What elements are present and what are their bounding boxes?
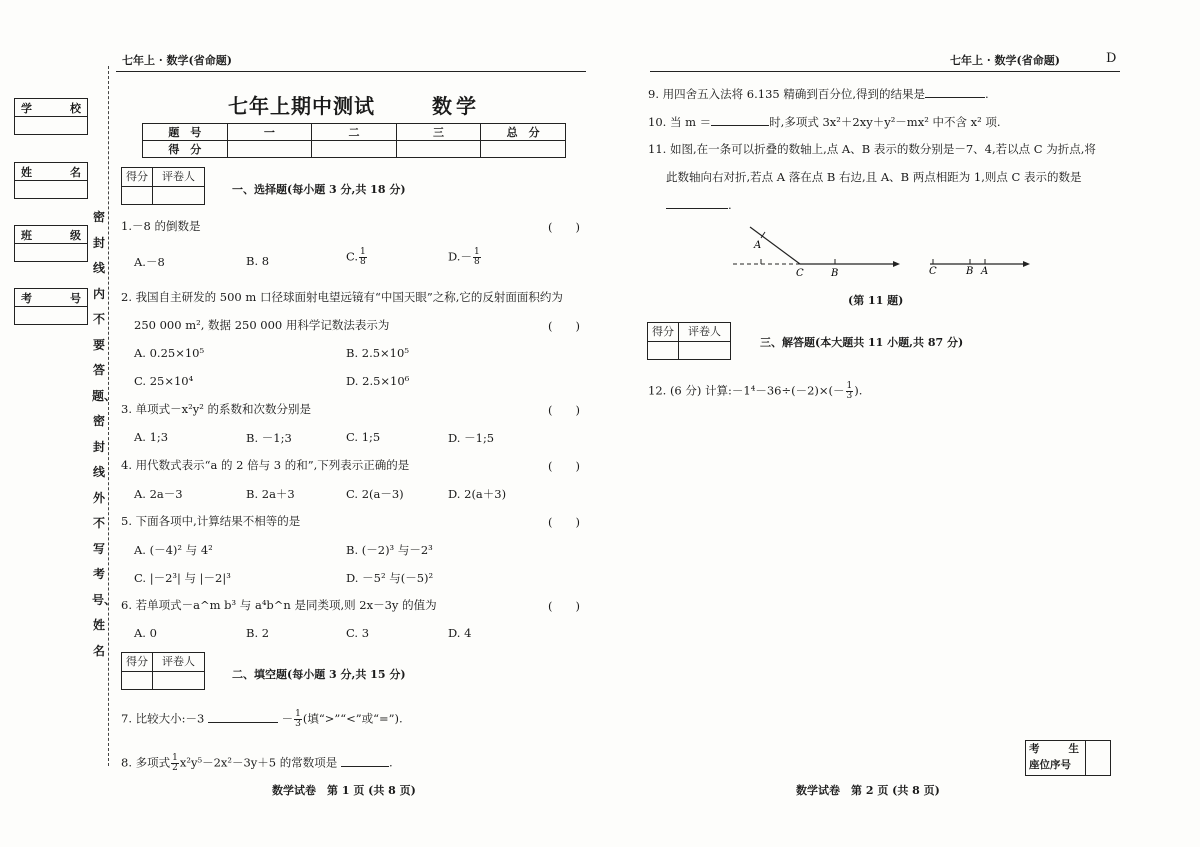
q2-option-d[interactable]: D. 2.5×10⁶ [346, 374, 410, 388]
paper-version-mark: D [1106, 51, 1117, 66]
fig1-label-c: C [796, 268, 804, 279]
q3-text: 3. 单项式－x²y² 的系数和次数分别是 [121, 402, 311, 416]
exam-number-field[interactable]: 考 号 [14, 288, 88, 325]
q8-text: 8. 多项式 $\frac{1}{2}$ x²y⁵－2x²－3y＋5 的常数项是 . [121, 753, 393, 773]
q11-answer-line: . [666, 198, 732, 212]
exam-subject: 数学 [432, 94, 480, 118]
seal-warning-text: 密封线内不要答题、密封线外不写考号、姓名 [92, 210, 117, 658]
q6-answer-paren[interactable]: ( ) [548, 599, 580, 613]
header-rule-left [116, 71, 586, 72]
q5-option-c[interactable]: C. |－2³| 与 |－2|³ [134, 571, 231, 585]
q11-figure [725, 222, 1035, 282]
q11-figure-caption: (第 11 题) [848, 294, 904, 307]
unfolded-number-line [929, 259, 1030, 277]
q1-text: 1.－8 的倒数是 [121, 219, 201, 233]
fig1-label-b: B [831, 268, 839, 279]
q6-option-c[interactable]: C. 3 [346, 626, 370, 640]
q1-answer-paren[interactable]: ( ) [548, 220, 580, 234]
q6-option-b[interactable]: B. 2 [246, 626, 270, 640]
q11-text-line2: 此数轴向右对折,若点 A 落在点 B 右边,且 A、B 两点相距为 1,则点 C 表示的数是 [666, 170, 1082, 184]
q5-option-d[interactable]: D. －5² 与(－5)² [346, 571, 434, 585]
grade-box-3: 得分 评卷人 [647, 322, 731, 360]
q3-option-b[interactable]: B. －1;3 [246, 431, 292, 445]
q1-option-d[interactable]: D.－ $\frac{1}{8}$ [448, 247, 480, 267]
q8-answer-blank[interactable] [341, 766, 389, 767]
q4-option-a[interactable]: A. 2a－3 [134, 487, 183, 501]
folded-number-line [733, 227, 900, 279]
q1-option-b[interactable]: B. 8 [246, 254, 270, 268]
section-2-title: 二、填空题(每小题 3 分,共 15 分) [232, 668, 406, 681]
q10-answer-blank[interactable] [711, 125, 769, 126]
seal-line [108, 66, 109, 766]
q4-answer-paren[interactable]: ( ) [548, 459, 580, 473]
q4-option-b[interactable]: B. 2a＋3 [246, 487, 295, 501]
q3-option-d[interactable]: D. －1;5 [448, 431, 495, 445]
q9-answer-blank[interactable] [925, 97, 985, 98]
score-table: 题 号 一 二 三 总 分 得 分 [142, 123, 566, 158]
q7-text: 7. 比较大小:－3 － $\frac{1}{3}$ (填“>”“<”或“=”). [121, 709, 403, 729]
section-3-title: 三、解答题(本大题共 11 小题,共 87 分) [760, 336, 964, 349]
q5-text: 5. 下面各项中,计算结果不相等的是 [121, 514, 301, 528]
q1-option-c[interactable]: C. $\frac{1}{8}$ [346, 247, 366, 267]
q6-option-a[interactable]: A. 0 [134, 626, 157, 640]
footer-left: 数学试卷 第 1 页 (共 8 页) [272, 784, 416, 797]
school-field[interactable]: 学 校 [14, 98, 88, 135]
q4-option-d[interactable]: D. 2(a＋3) [448, 487, 507, 501]
q4-option-c[interactable]: C. 2(a－3) [346, 487, 404, 501]
q12-text: 12. (6 分) 计算:－1⁴－36÷(－2)×(－ $\frac{1}{3}$ ). [648, 381, 863, 401]
grade-box-1: 得分 评卷人 [121, 167, 205, 205]
q7-answer-blank[interactable] [208, 722, 278, 723]
q2-option-c[interactable]: C. 25×10⁴ [134, 374, 194, 388]
q2-answer-paren[interactable]: ( ) [548, 319, 580, 333]
seat-number-box[interactable]: 考 生 座位序号 [1025, 740, 1111, 776]
q5-option-b[interactable]: B. (－2)³ 与－2³ [346, 543, 433, 557]
q4-text: 4. 用代数式表示“a 的 2 倍与 3 的和”,下列表示正确的是 [121, 458, 410, 472]
q3-option-a[interactable]: A. 1;3 [134, 430, 169, 444]
q11-text-line1: 11. 如图,在一条可以折叠的数轴上,点 A、B 表示的数分别是－7、4,若以点 C 为折点,将 [648, 142, 1096, 156]
q9-text: 9. 用四舍五入法将 6.135 精确到百分位,得到的结果是 . [648, 87, 989, 101]
page-header-left: 七年上 · 数学(省命题) [122, 54, 232, 67]
q5-option-a[interactable]: A. (－4)² 与 4² [134, 543, 213, 557]
q2-text-line1: 2. 我国自主研发的 500 m 口径球面射电望远镜有“中国天眼”之称,它的反射面面积约为 [121, 290, 563, 304]
exam-title: 七年上期中测试 [228, 94, 375, 118]
q5-answer-paren[interactable]: ( ) [548, 515, 580, 529]
fig1-label-a: A [754, 240, 762, 251]
q2-option-b[interactable]: B. 2.5×10⁵ [346, 346, 409, 360]
fig2-label-c: C [929, 266, 937, 277]
page-header-right: 七年上 · 数学(省命题) [950, 54, 1060, 67]
q6-text: 6. 若单项式－a^m b³ 与 a⁴b^n 是同类项,则 2x－3y 的值为 [121, 598, 437, 612]
footer-right: 数学试卷 第 2 页 (共 8 页) [796, 784, 940, 797]
q1-option-a[interactable]: A.－8 [134, 255, 165, 269]
q11-answer-blank[interactable] [666, 208, 728, 209]
q3-answer-paren[interactable]: ( ) [548, 403, 580, 417]
q2-option-a[interactable]: A. 0.25×10⁵ [134, 346, 205, 360]
header-rule-right [650, 71, 1120, 72]
class-field[interactable]: 班 级 [14, 225, 88, 262]
fig2-label-a: A [981, 266, 989, 277]
name-field[interactable]: 姓 名 [14, 162, 88, 199]
q10-text: 10. 当 m ＝ 时,多项式 3x²＋2xy＋y²－mx² 中不含 x² 项. [648, 115, 1001, 129]
section-1-title: 一、选择题(每小题 3 分,共 18 分) [232, 183, 406, 196]
q3-option-c[interactable]: C. 1;5 [346, 430, 381, 444]
grade-box-2: 得分 评卷人 [121, 652, 205, 690]
q2-text-line2: 250 000 m², 数据 250 000 用科学记数法表示为 [134, 318, 390, 332]
q6-option-d[interactable]: D. 4 [448, 626, 472, 640]
fig2-label-b: B [966, 266, 974, 277]
